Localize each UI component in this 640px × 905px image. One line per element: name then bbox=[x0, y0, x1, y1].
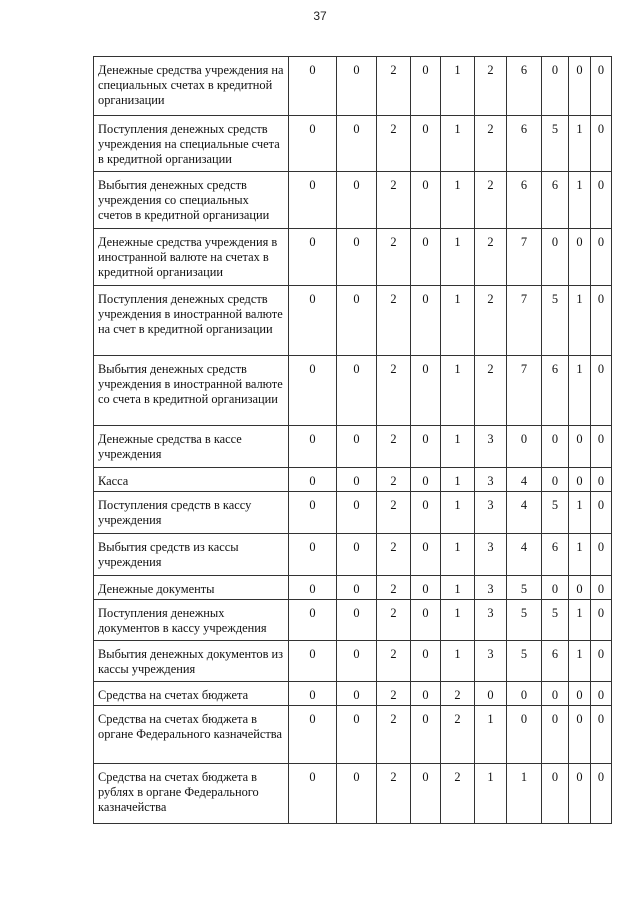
account-code-digit-cell: 0 bbox=[569, 468, 591, 492]
account-code-digit-cell: 6 bbox=[507, 172, 542, 229]
account-code-digit-cell: 6 bbox=[507, 116, 542, 172]
account-code-digit-cell: 0 bbox=[289, 641, 337, 682]
account-code-digit-cell: 0 bbox=[411, 229, 441, 286]
account-name-cell: Касса bbox=[94, 468, 289, 492]
account-code-digit-cell: 0 bbox=[507, 706, 542, 764]
account-code-digit-cell: 0 bbox=[542, 57, 569, 116]
account-code-digit-cell: 0 bbox=[337, 706, 377, 764]
account-code-digit-cell: 0 bbox=[569, 706, 591, 764]
account-code-digit-cell: 0 bbox=[569, 576, 591, 600]
table-row bbox=[94, 468, 612, 492]
account-code-digit-cell: 1 bbox=[569, 286, 591, 356]
account-code-digit-cell: 0 bbox=[289, 492, 337, 534]
account-code-digit-cell: 0 bbox=[591, 576, 612, 600]
table-row bbox=[94, 57, 612, 116]
account-code-digit-cell: 2 bbox=[377, 492, 411, 534]
account-code-digit-cell: 6 bbox=[542, 356, 569, 426]
account-code-digit-cell: 0 bbox=[569, 426, 591, 468]
table-row bbox=[94, 576, 612, 600]
account-code-digit-cell: 0 bbox=[411, 356, 441, 426]
account-code-digit-cell: 1 bbox=[441, 426, 475, 468]
account-code-digit-cell: 2 bbox=[377, 534, 411, 576]
account-code-digit-cell: 5 bbox=[507, 600, 542, 641]
account-code-digit-cell: 0 bbox=[337, 229, 377, 286]
account-code-digit-cell: 2 bbox=[377, 641, 411, 682]
account-code-digit-cell: 4 bbox=[507, 468, 542, 492]
account-code-digit-cell: 3 bbox=[475, 492, 507, 534]
account-code-digit-cell: 2 bbox=[441, 706, 475, 764]
table-row bbox=[94, 426, 612, 468]
account-code-digit-cell: 0 bbox=[289, 764, 337, 824]
account-name-cell: Выбытия денежных документов из кассы учреждения bbox=[94, 641, 289, 682]
account-code-digit-cell: 3 bbox=[475, 600, 507, 641]
account-code-digit-cell: 2 bbox=[377, 600, 411, 641]
account-code-digit-cell: 0 bbox=[569, 764, 591, 824]
account-code-digit-cell: 5 bbox=[542, 286, 569, 356]
account-code-digit-cell: 0 bbox=[411, 57, 441, 116]
account-code-digit-cell: 0 bbox=[475, 682, 507, 706]
account-code-digit-cell: 5 bbox=[542, 600, 569, 641]
account-code-digit-cell: 0 bbox=[289, 534, 337, 576]
account-code-digit-cell: 0 bbox=[289, 286, 337, 356]
account-code-digit-cell: 0 bbox=[591, 706, 612, 764]
account-code-digit-cell: 1 bbox=[441, 286, 475, 356]
account-code-digit-cell: 2 bbox=[377, 172, 411, 229]
account-code-digit-cell: 3 bbox=[475, 534, 507, 576]
account-code-digit-cell: 2 bbox=[475, 116, 507, 172]
table-row bbox=[94, 534, 612, 576]
account-code-digit-cell: 0 bbox=[289, 229, 337, 286]
account-code-digit-cell: 0 bbox=[411, 468, 441, 492]
account-code-digit-cell: 0 bbox=[289, 356, 337, 426]
account-code-digit-cell: 0 bbox=[591, 764, 612, 824]
table-row bbox=[94, 286, 612, 356]
table-row bbox=[94, 682, 612, 706]
account-code-digit-cell: 0 bbox=[591, 641, 612, 682]
account-code-digit-cell: 0 bbox=[289, 600, 337, 641]
account-code-digit-cell: 0 bbox=[591, 116, 612, 172]
account-code-digit-cell: 0 bbox=[337, 764, 377, 824]
account-code-digit-cell: 1 bbox=[569, 641, 591, 682]
account-code-digit-cell: 0 bbox=[289, 576, 337, 600]
account-code-digit-cell: 0 bbox=[542, 468, 569, 492]
account-code-digit-cell: 1 bbox=[441, 600, 475, 641]
account-code-digit-cell: 0 bbox=[411, 426, 441, 468]
account-name-cell: Поступления средств в кассу учреждения bbox=[94, 492, 289, 534]
account-code-digit-cell: 0 bbox=[411, 576, 441, 600]
account-code-digit-cell: 1 bbox=[441, 172, 475, 229]
account-code-digit-cell: 0 bbox=[591, 172, 612, 229]
account-code-digit-cell: 0 bbox=[411, 764, 441, 824]
account-code-digit-cell: 1 bbox=[441, 356, 475, 426]
account-code-digit-cell: 0 bbox=[591, 682, 612, 706]
account-name-cell: Денежные средства в кассе учреждения bbox=[94, 426, 289, 468]
account-code-digit-cell: 0 bbox=[591, 356, 612, 426]
account-code-digit-cell: 3 bbox=[475, 641, 507, 682]
account-code-digit-cell: 2 bbox=[377, 229, 411, 286]
account-name-cell: Поступления денежных средств учреждения в иностранной валюте на счет в кредитной организации bbox=[94, 286, 289, 356]
account-code-digit-cell: 0 bbox=[591, 600, 612, 641]
account-code-digit-cell: 2 bbox=[377, 682, 411, 706]
account-code-digit-cell: 0 bbox=[507, 682, 542, 706]
account-code-digit-cell: 3 bbox=[475, 468, 507, 492]
account-code-digit-cell: 0 bbox=[569, 57, 591, 116]
table-row bbox=[94, 600, 612, 641]
account-code-digit-cell: 1 bbox=[441, 534, 475, 576]
account-code-digit-cell: 7 bbox=[507, 286, 542, 356]
account-code-digit-cell: 0 bbox=[337, 426, 377, 468]
table-row bbox=[94, 116, 612, 172]
account-code-digit-cell: 0 bbox=[569, 229, 591, 286]
account-code-digit-cell: 0 bbox=[542, 229, 569, 286]
account-code-digit-cell: 0 bbox=[542, 706, 569, 764]
account-code-digit-cell: 0 bbox=[591, 286, 612, 356]
account-code-digit-cell: 2 bbox=[441, 764, 475, 824]
account-code-digit-cell: 1 bbox=[441, 229, 475, 286]
table-body bbox=[94, 57, 612, 824]
account-code-digit-cell: 2 bbox=[475, 172, 507, 229]
account-code-digit-cell: 6 bbox=[507, 57, 542, 116]
account-code-digit-cell: 1 bbox=[441, 57, 475, 116]
account-code-digit-cell: 0 bbox=[337, 172, 377, 229]
account-code-digit-cell: 0 bbox=[337, 286, 377, 356]
account-name-cell: Выбытия денежных средств учреждения в иностранной валюте со счета в кредитной организации bbox=[94, 356, 289, 426]
account-code-digit-cell: 0 bbox=[337, 468, 377, 492]
table-row bbox=[94, 172, 612, 229]
account-code-digit-cell: 0 bbox=[542, 682, 569, 706]
account-code-digit-cell: 1 bbox=[475, 764, 507, 824]
account-code-digit-cell: 5 bbox=[507, 641, 542, 682]
account-code-digit-cell: 2 bbox=[475, 356, 507, 426]
account-name-cell: Средства на счетах бюджета в рублях в органе Федерального казначейства bbox=[94, 764, 289, 824]
account-code-digit-cell: 1 bbox=[569, 356, 591, 426]
account-code-digit-cell: 0 bbox=[591, 57, 612, 116]
account-code-digit-cell: 2 bbox=[377, 764, 411, 824]
account-code-digit-cell: 0 bbox=[591, 426, 612, 468]
account-code-digit-cell: 1 bbox=[569, 172, 591, 229]
account-code-digit-cell: 1 bbox=[569, 534, 591, 576]
account-code-digit-cell: 1 bbox=[475, 706, 507, 764]
account-code-digit-cell: 0 bbox=[289, 468, 337, 492]
account-code-digit-cell: 0 bbox=[591, 534, 612, 576]
account-code-digit-cell: 2 bbox=[377, 426, 411, 468]
account-code-digit-cell: 5 bbox=[507, 576, 542, 600]
account-code-digit-cell: 6 bbox=[542, 172, 569, 229]
account-code-digit-cell: 0 bbox=[507, 426, 542, 468]
account-code-digit-cell: 2 bbox=[475, 229, 507, 286]
account-code-digit-cell: 0 bbox=[411, 172, 441, 229]
account-name-cell: Поступления денежных документов в кассу учреждения bbox=[94, 600, 289, 641]
account-code-digit-cell: 2 bbox=[377, 57, 411, 116]
account-code-digit-cell: 5 bbox=[542, 116, 569, 172]
account-code-digit-cell: 1 bbox=[441, 116, 475, 172]
account-code-digit-cell: 0 bbox=[411, 534, 441, 576]
account-code-digit-cell: 4 bbox=[507, 534, 542, 576]
account-code-digit-cell: 1 bbox=[569, 600, 591, 641]
account-name-cell: Выбытия средств из кассы учреждения bbox=[94, 534, 289, 576]
account-code-digit-cell: 0 bbox=[569, 682, 591, 706]
account-code-digit-cell: 0 bbox=[542, 426, 569, 468]
account-code-digit-cell: 1 bbox=[507, 764, 542, 824]
account-code-digit-cell: 0 bbox=[411, 116, 441, 172]
table-row bbox=[94, 356, 612, 426]
account-code-digit-cell: 7 bbox=[507, 356, 542, 426]
account-code-digit-cell: 7 bbox=[507, 229, 542, 286]
account-code-digit-cell: 2 bbox=[377, 286, 411, 356]
account-code-digit-cell: 2 bbox=[441, 682, 475, 706]
table-row bbox=[94, 229, 612, 286]
account-code-digit-cell: 0 bbox=[289, 172, 337, 229]
account-code-digit-cell: 0 bbox=[289, 682, 337, 706]
account-code-digit-cell: 0 bbox=[337, 57, 377, 116]
account-name-cell: Выбытия денежных средств учреждения со специальных счетов в кредитной организации bbox=[94, 172, 289, 229]
account-code-digit-cell: 6 bbox=[542, 534, 569, 576]
account-code-digit-cell: 0 bbox=[542, 576, 569, 600]
account-code-digit-cell: 1 bbox=[441, 576, 475, 600]
account-code-digit-cell: 0 bbox=[591, 492, 612, 534]
account-code-digit-cell: 4 bbox=[507, 492, 542, 534]
account-name-cell: Денежные документы bbox=[94, 576, 289, 600]
account-code-digit-cell: 1 bbox=[441, 468, 475, 492]
account-code-digit-cell: 0 bbox=[411, 682, 441, 706]
account-name-cell: Средства на счетах бюджета bbox=[94, 682, 289, 706]
account-code-digit-cell: 0 bbox=[289, 57, 337, 116]
table-row bbox=[94, 764, 612, 824]
account-code-digit-cell: 0 bbox=[289, 116, 337, 172]
account-code-digit-cell: 6 bbox=[542, 641, 569, 682]
account-code-digit-cell: 3 bbox=[475, 576, 507, 600]
account-code-digit-cell: 1 bbox=[569, 492, 591, 534]
account-code-digit-cell: 0 bbox=[411, 492, 441, 534]
table-row bbox=[94, 492, 612, 534]
account-name-cell: Поступления денежных средств учреждения на специальные счета в кредитной организации bbox=[94, 116, 289, 172]
account-code-digit-cell: 0 bbox=[591, 468, 612, 492]
account-code-digit-cell: 0 bbox=[337, 682, 377, 706]
account-code-digit-cell: 0 bbox=[337, 576, 377, 600]
account-code-digit-cell: 1 bbox=[569, 116, 591, 172]
account-code-digit-cell: 0 bbox=[337, 600, 377, 641]
account-code-digit-cell: 0 bbox=[411, 600, 441, 641]
account-code-digit-cell: 2 bbox=[377, 706, 411, 764]
account-name-cell: Денежные средства учреждения на специальных счетах в кредитной организации bbox=[94, 57, 289, 116]
account-name-cell: Денежные средства учреждения в иностранной валюте на счетах в кредитной организации bbox=[94, 229, 289, 286]
table-row bbox=[94, 706, 612, 764]
account-code-digit-cell: 0 bbox=[591, 229, 612, 286]
account-code-digit-cell: 0 bbox=[289, 706, 337, 764]
account-code-digit-cell: 0 bbox=[411, 286, 441, 356]
account-name-cell: Средства на счетах бюджета в органе Федерального казначейства bbox=[94, 706, 289, 764]
account-code-digit-cell: 3 bbox=[475, 426, 507, 468]
account-code-digit-cell: 0 bbox=[289, 426, 337, 468]
account-code-digit-cell: 2 bbox=[377, 576, 411, 600]
account-code-digit-cell: 2 bbox=[475, 57, 507, 116]
table-row bbox=[94, 641, 612, 682]
account-code-digit-cell: 1 bbox=[441, 492, 475, 534]
account-code-digit-cell: 1 bbox=[441, 641, 475, 682]
account-code-digit-cell: 0 bbox=[337, 492, 377, 534]
account-code-digit-cell: 2 bbox=[377, 116, 411, 172]
account-code-digit-cell: 0 bbox=[337, 641, 377, 682]
page-number: 37 bbox=[313, 9, 327, 23]
account-code-digit-cell: 2 bbox=[377, 468, 411, 492]
account-code-digit-cell: 0 bbox=[337, 116, 377, 172]
account-code-digit-cell: 0 bbox=[337, 534, 377, 576]
account-code-digit-cell: 5 bbox=[542, 492, 569, 534]
account-code-digit-cell: 2 bbox=[377, 356, 411, 426]
account-code-digit-cell: 0 bbox=[411, 641, 441, 682]
accounts-table bbox=[93, 56, 612, 824]
account-code-digit-cell: 2 bbox=[475, 286, 507, 356]
account-code-digit-cell: 0 bbox=[337, 356, 377, 426]
account-code-digit-cell: 0 bbox=[542, 764, 569, 824]
account-code-digit-cell: 0 bbox=[411, 706, 441, 764]
